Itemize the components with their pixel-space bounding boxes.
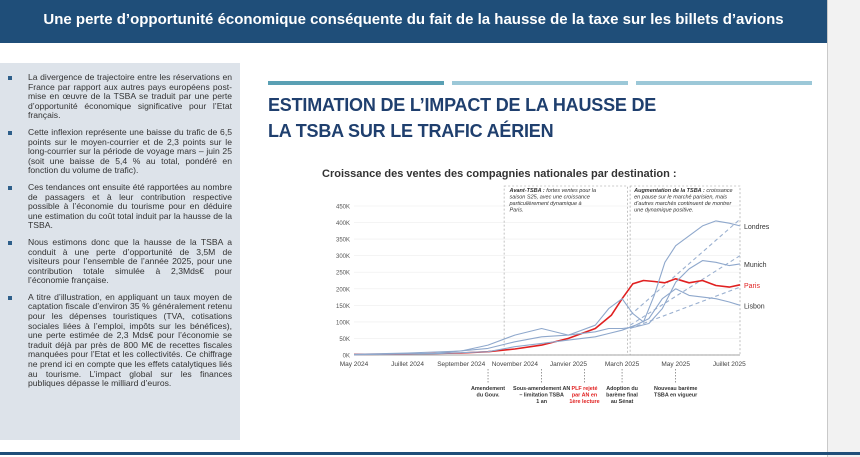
- bullet-icon: [8, 76, 12, 80]
- event-adoption-senat: Adoption du barème final au Sénat: [606, 386, 638, 405]
- x-tick-label: Juillet 2025: [712, 361, 746, 368]
- x-tick-label: May 2025: [661, 361, 690, 368]
- y-tick-label: 200K: [335, 287, 350, 294]
- left-panel: [0, 63, 240, 440]
- bullet-text: A titre d’illustration, en appliquant un taux moyen de captation fiscale d’environ 35 % généralement retenu pour les dépenses touristiques (TVA, cotisations sociales liées à l’emploi, impôts sur les bénéfices), une perte estimée de 2,3 Mds€ pour l’économie se traduit déjà par près de 800 M€ de recettes fiscales manquées pour l’Etat et les collectivités. Ce chiffrage ne prend ici en compte que les effets catalytiques liés au tourisme. L’impact global sur les finances publiques dépasse le milliard d’euros.: [28, 291, 232, 389]
- event-plf-rejete: PLF rejeté par AN en 1ère lecture: [569, 386, 600, 405]
- bullet-text: Ces tendances ont ensuite été rapportées au nombre de passagers et à leur contribution respective possible à l’économie du tourisme pour en déduire une estimation du coût total induit par la hausse de la TSBA.: [28, 181, 232, 231]
- right-edge-panel: [827, 0, 860, 457]
- bullet-icon: [8, 241, 12, 245]
- series-line-munich: [354, 261, 740, 355]
- event-nouveau-bareme: Nouveau barème TSBA en vigueur: [653, 386, 698, 399]
- chart: [310, 168, 780, 430]
- bullet-text: Nous estimons donc que la hausse de la TSBA a conduit à une perte d’opportunité de 3,5M de visiteurs pour l’ensemble de l’année 2025, pour une contribution totale simulée à 2,3Mds€ pour l’économie française.: [28, 236, 232, 286]
- bullet-item: [8, 238, 232, 286]
- bullet-text: La divergence de trajectoire entre les réservations en France par rapport aux autres pays européens post-mise en œuvre de la TSBA se traduit par une perte d’opportunité économique significative pour l’Etat français.: [28, 72, 232, 121]
- bullet-item: [8, 293, 232, 389]
- series-label-munich: Munich: [744, 261, 767, 269]
- bullet-icon: [8, 131, 12, 135]
- y-tick-label: 350K: [335, 237, 350, 244]
- event-amendement-gouv: Amendement du Gouv.: [470, 386, 506, 399]
- bullet-icon: [8, 186, 12, 190]
- accent-bar-2: [452, 81, 628, 85]
- annotation-before-tsba: Avant-TSBA : fortes ventes pour la saison S25, avec une croissance particulièrement dynamique à Paris.: [509, 188, 597, 214]
- series-label-londres: Londres: [744, 223, 770, 231]
- y-tick-label: 150K: [335, 303, 350, 310]
- accent-bar-3: [636, 81, 812, 85]
- x-tick-label: March 2025: [604, 361, 640, 368]
- y-tick-label: 50K: [339, 336, 350, 343]
- x-tick-label: November 2024: [491, 361, 538, 368]
- bullet-icon: [8, 296, 12, 300]
- y-tick-label: 100K: [335, 320, 350, 327]
- bullet-text: Cette inflexion représente une baisse du trafic de 6,5 points sur le moyen-courrier et de 2,3 points sur le long-courrier sur la période de voyage mars – juin 25 (soit une baisse de 5,4 % au total, pondéré en fonction du volume de trafic).: [28, 126, 232, 176]
- y-tick-label: 300K: [335, 254, 350, 261]
- x-tick-label: Juillet 2024: [391, 361, 425, 368]
- series-label-lisbon: Lisbon: [744, 303, 765, 311]
- y-tick-label: 250K: [335, 270, 350, 277]
- page-title: Une perte d’opportunité économique conséquente du fait de la hausse de la taxe sur les billets d’avions: [43, 11, 784, 28]
- y-tick-label: 400K: [335, 221, 350, 228]
- event-sous-amendement: Sous-amendement AN – limitation TSBA 1 an: [512, 386, 571, 405]
- y-tick-label: 0K: [342, 353, 350, 360]
- x-tick-label: Janvier 2025: [549, 361, 588, 368]
- bullet-list: [0, 63, 240, 389]
- bullet-item: [8, 73, 232, 121]
- series-line-londres: [354, 221, 740, 354]
- section-title-line-2: LA TSBA SUR LE TRAFIC AÉRIEN: [268, 121, 554, 141]
- annotation-after-tsba: Augmentation de la TSBA : croissance en pause sur le marché parisien, mais d’autres marchés continuent de montrer une dynamique positive.: [634, 188, 733, 214]
- series-label-paris: Paris: [744, 282, 760, 290]
- section-title-line-1: ESTIMATION DE L’IMPACT DE LA HAUSSE DE: [268, 95, 657, 115]
- chart-title: Croissance des ventes des compagnies nationales par destination :: [322, 168, 677, 180]
- x-tick-label: May 2024: [339, 361, 369, 368]
- x-tick-label: September 2024: [437, 361, 486, 368]
- bullet-item: [8, 183, 232, 231]
- header-bar: [0, 0, 827, 43]
- footer-line: [0, 452, 860, 455]
- bullet-item: [8, 128, 232, 176]
- y-tick-label: 450K: [335, 204, 350, 211]
- accent-bar-1: [268, 81, 444, 85]
- chart-svg: [310, 168, 780, 430]
